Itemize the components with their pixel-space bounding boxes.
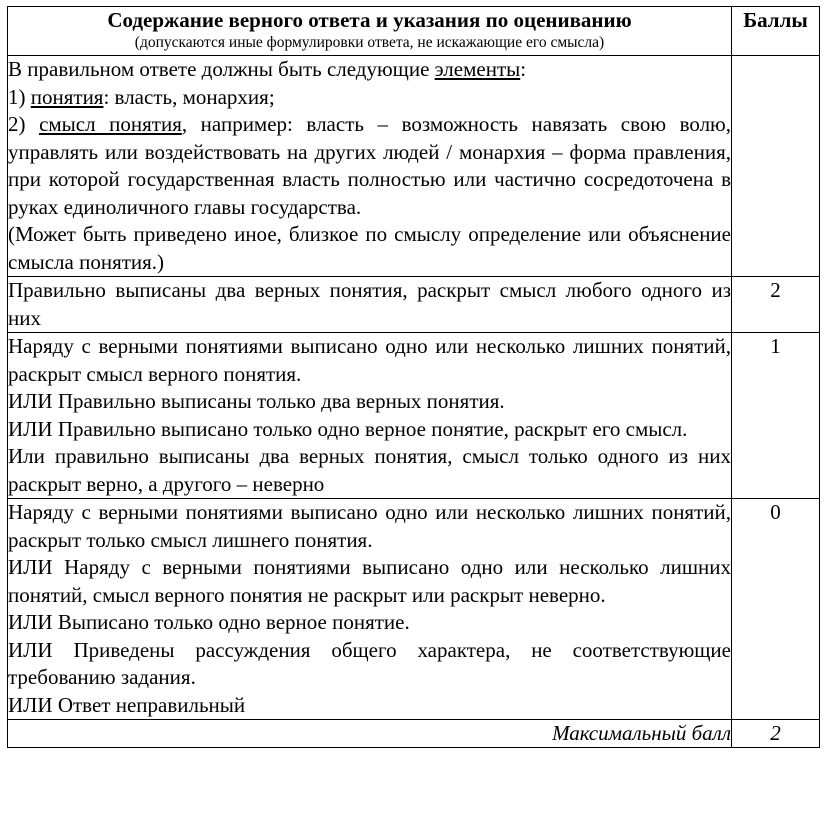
answer-intro-colon: : [520, 57, 527, 81]
header-title: Содержание верного ответа и указания по оцениванию [107, 8, 632, 32]
header-row [8, 7, 820, 56]
answer-intro-text: В правильном ответе должны быть следующие [8, 57, 435, 81]
criteria-row-1 [8, 333, 820, 499]
criteria-content-cell [8, 499, 732, 720]
answer-row [8, 56, 820, 277]
answer-item-1 [8, 84, 731, 112]
criteria-line: Наряду с верными понятиями выписано одно или несколько лишних понятий, раскрыт только смысл лишнего понятия. [8, 500, 731, 552]
max-score-row [8, 720, 820, 748]
criteria-score: 0 [732, 499, 820, 720]
max-score-label: Максимальный балл [8, 720, 732, 748]
criteria-line: Правильно выписаны два верных понятия, раскрыт смысл любого одного из них [8, 278, 731, 330]
header-subtitle: (допускаются иные формулировки ответа, не искажающие его смысла) [134, 34, 605, 51]
criteria-score: 2 [732, 277, 820, 333]
header-score-cell [732, 7, 820, 56]
criteria-score: 1 [732, 333, 820, 499]
answer-intro-underlined: элементы [434, 57, 521, 81]
criteria-line: ИЛИ Ответ неправильный [8, 692, 246, 717]
criteria-line: ИЛИ Приведены рассуждения общего характера, не соответствующие требованию задания. [8, 637, 731, 689]
answer-item-1-term: понятия [30, 84, 104, 109]
max-score-value: 2 [732, 720, 820, 748]
criteria-line: ИЛИ Правильно выписаны только два верных понятия. [8, 389, 505, 413]
criteria-row-2 [8, 277, 820, 333]
criteria-content-cell [8, 333, 732, 499]
answer-item-2-number: 2) [8, 112, 40, 136]
answer-item-2-term: смысл понятия [39, 112, 182, 136]
answer-item-1-number: 1) [8, 84, 31, 109]
grading-table [7, 6, 820, 748]
answer-item-2 [8, 111, 731, 221]
header-content-cell [8, 7, 732, 56]
criteria-line: ИЛИ Наряду с верными понятиями выписано одно или несколько лишних понятий, смысл верного понятия не раскрыт или раскрыт неверно. [8, 555, 731, 607]
answer-intro [8, 56, 731, 84]
criteria-content-cell [8, 277, 732, 333]
answer-item-2-text: , например: власть – возможность навязать свою волю, управлять или воздействовать на других людей / монархия – форма правления, при которой государственная власть полностью или частично сосредоточена в руках единоличного главы государства. [8, 112, 732, 219]
answer-content-cell [8, 56, 732, 277]
criteria-line: ИЛИ Выписано только одно верное понятие. [8, 610, 410, 634]
answer-item-1-text: : власть, монархия; [103, 84, 275, 109]
criteria-line: ИЛИ Правильно выписано только одно верное понятие, раскрыт его смысл. [8, 416, 688, 441]
header-score-label: Баллы [743, 8, 808, 32]
criteria-line: Или правильно выписаны два верных понятия, смысл только одного из них раскрыт верно, а другого – неверно [8, 444, 731, 496]
criteria-row-0 [8, 499, 820, 720]
criteria-line: Наряду с верными понятиями выписано одно или несколько лишних понятий, раскрыт смысл верного понятия. [8, 334, 731, 386]
answer-note: (Может быть приведено иное, близкое по смыслу определение или объяснение смысла понятия.) [8, 222, 731, 274]
answer-score-cell [732, 56, 820, 277]
